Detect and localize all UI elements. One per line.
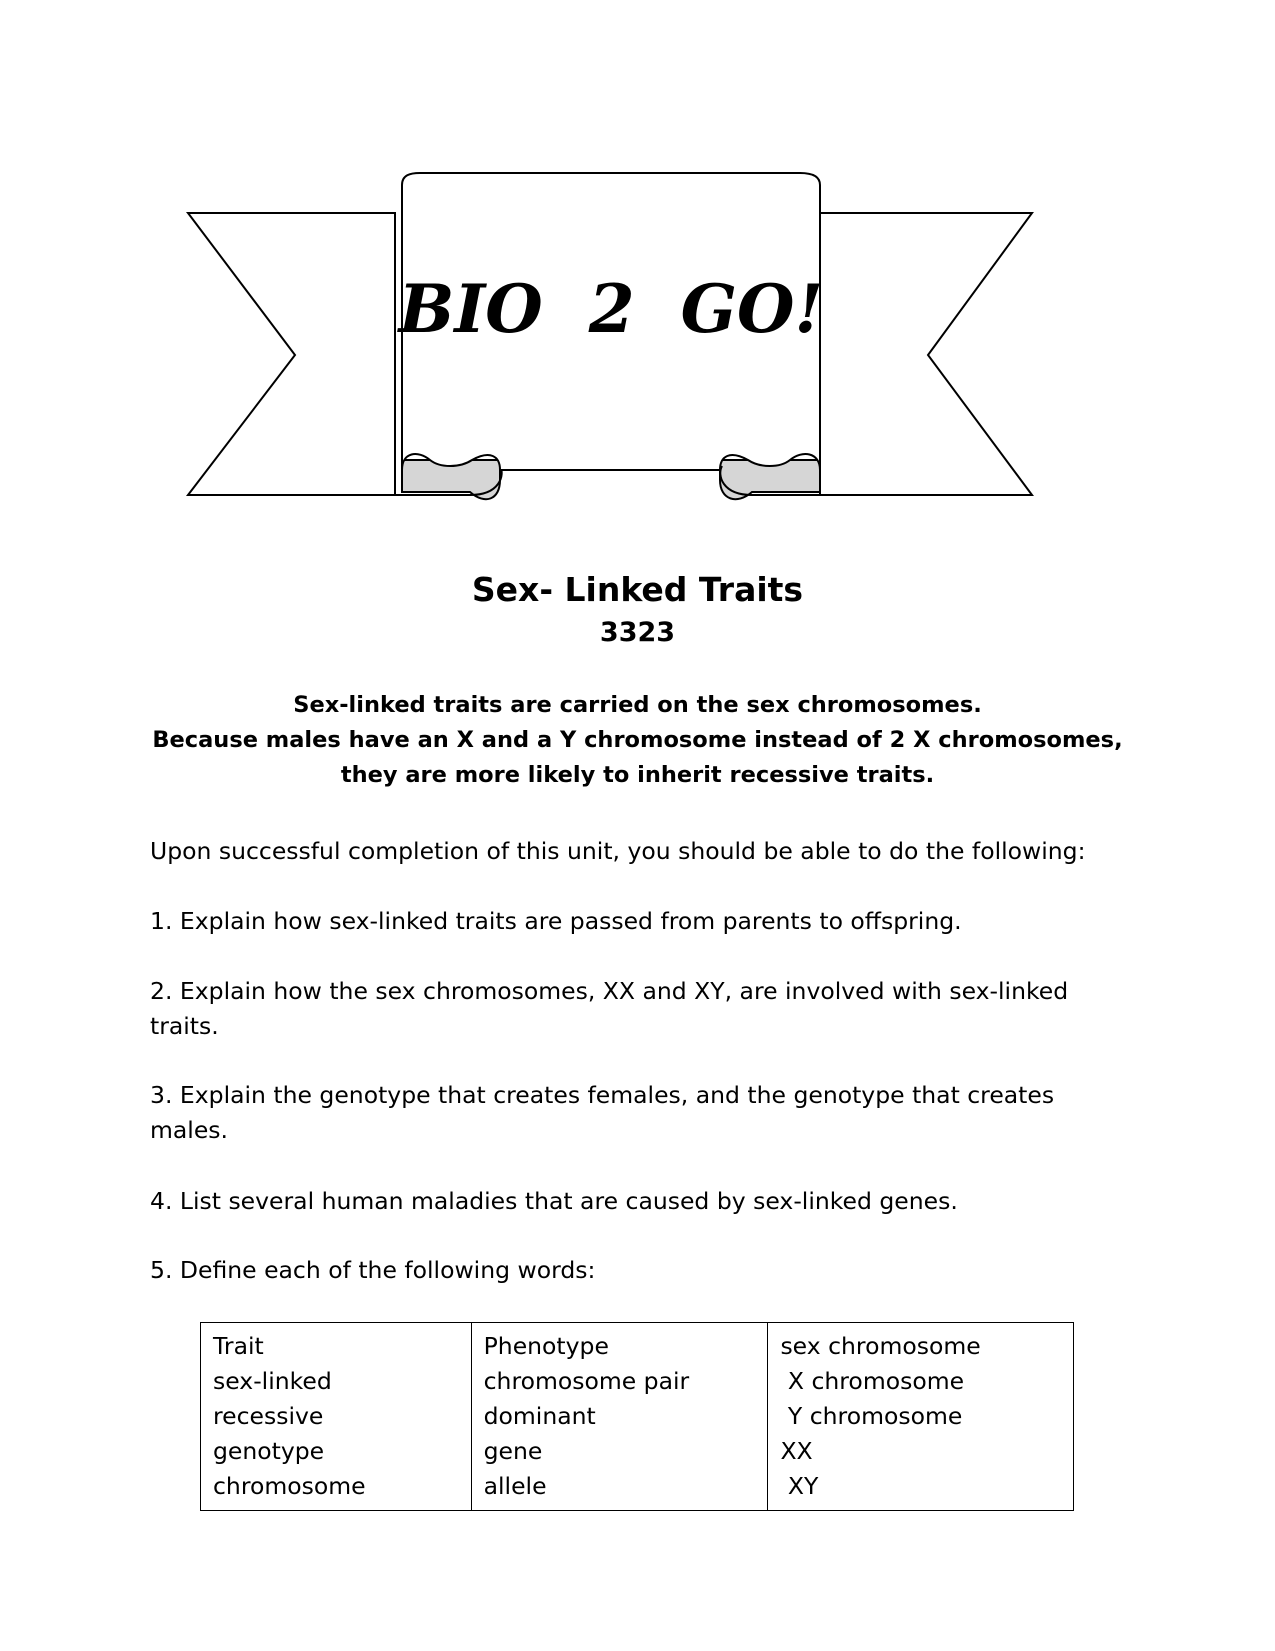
objective-item: 2. Explain how the sex chromosomes, XX and XY, are involved with sex-linked traits. (150, 977, 1069, 1040)
objective-item: 5. Define each of the following words: (150, 1256, 596, 1284)
vocab-term: chromosome (213, 1472, 366, 1500)
vocab-column (201, 1323, 472, 1511)
vocab-term: genotype (213, 1437, 325, 1465)
vocab-term: dominant (483, 1402, 596, 1430)
intro-line: Sex-linked traits are carried on the sex chromosomes. (293, 692, 982, 718)
objective-item: 3. Explain the genotype that creates females, and the genotype that creates males. (150, 1081, 1055, 1144)
vocab-term: Phenotype (483, 1332, 609, 1360)
objectives-lead: Upon successful completion of this unit, you should be able to do the following: (150, 837, 1086, 865)
vocab-term: Y chromosome (780, 1402, 963, 1430)
vocab-term: sex chromosome (780, 1332, 981, 1360)
vocab-term: allele (483, 1472, 547, 1500)
vocab-term: XY (780, 1472, 819, 1500)
vocab-term: recessive (213, 1402, 324, 1430)
unit-number: 3323 (599, 617, 676, 648)
vocab-term: chromosome pair (483, 1367, 690, 1395)
objective-item: 1. Explain how sex-linked traits are passed from parents to offspring. (150, 907, 962, 935)
banner-title: BIO 2 GO! (398, 270, 824, 348)
intro-summary (0, 688, 1275, 793)
vocab-column (768, 1323, 1074, 1511)
vocab-term: XX (780, 1437, 813, 1465)
page-title: Sex- Linked Traits (471, 570, 804, 609)
intro-line: they are more likely to inherit recessive traits. (340, 762, 935, 788)
vocab-column (471, 1323, 768, 1511)
vocabulary-table (200, 1322, 1074, 1511)
banner-graphic (170, 170, 1090, 530)
objective-item: 4. List several human maladies that are caused by sex-linked genes. (150, 1187, 958, 1215)
vocab-term: Trait (213, 1332, 264, 1360)
vocab-term: gene (483, 1437, 543, 1465)
banner-right-tail (820, 213, 1032, 495)
vocab-term: X chromosome (780, 1367, 965, 1395)
intro-line: Because males have an X and a Y chromosome instead of 2 X chromosomes, (152, 727, 1123, 753)
vocab-term: sex-linked (213, 1367, 332, 1395)
banner-left-tail (188, 213, 395, 495)
